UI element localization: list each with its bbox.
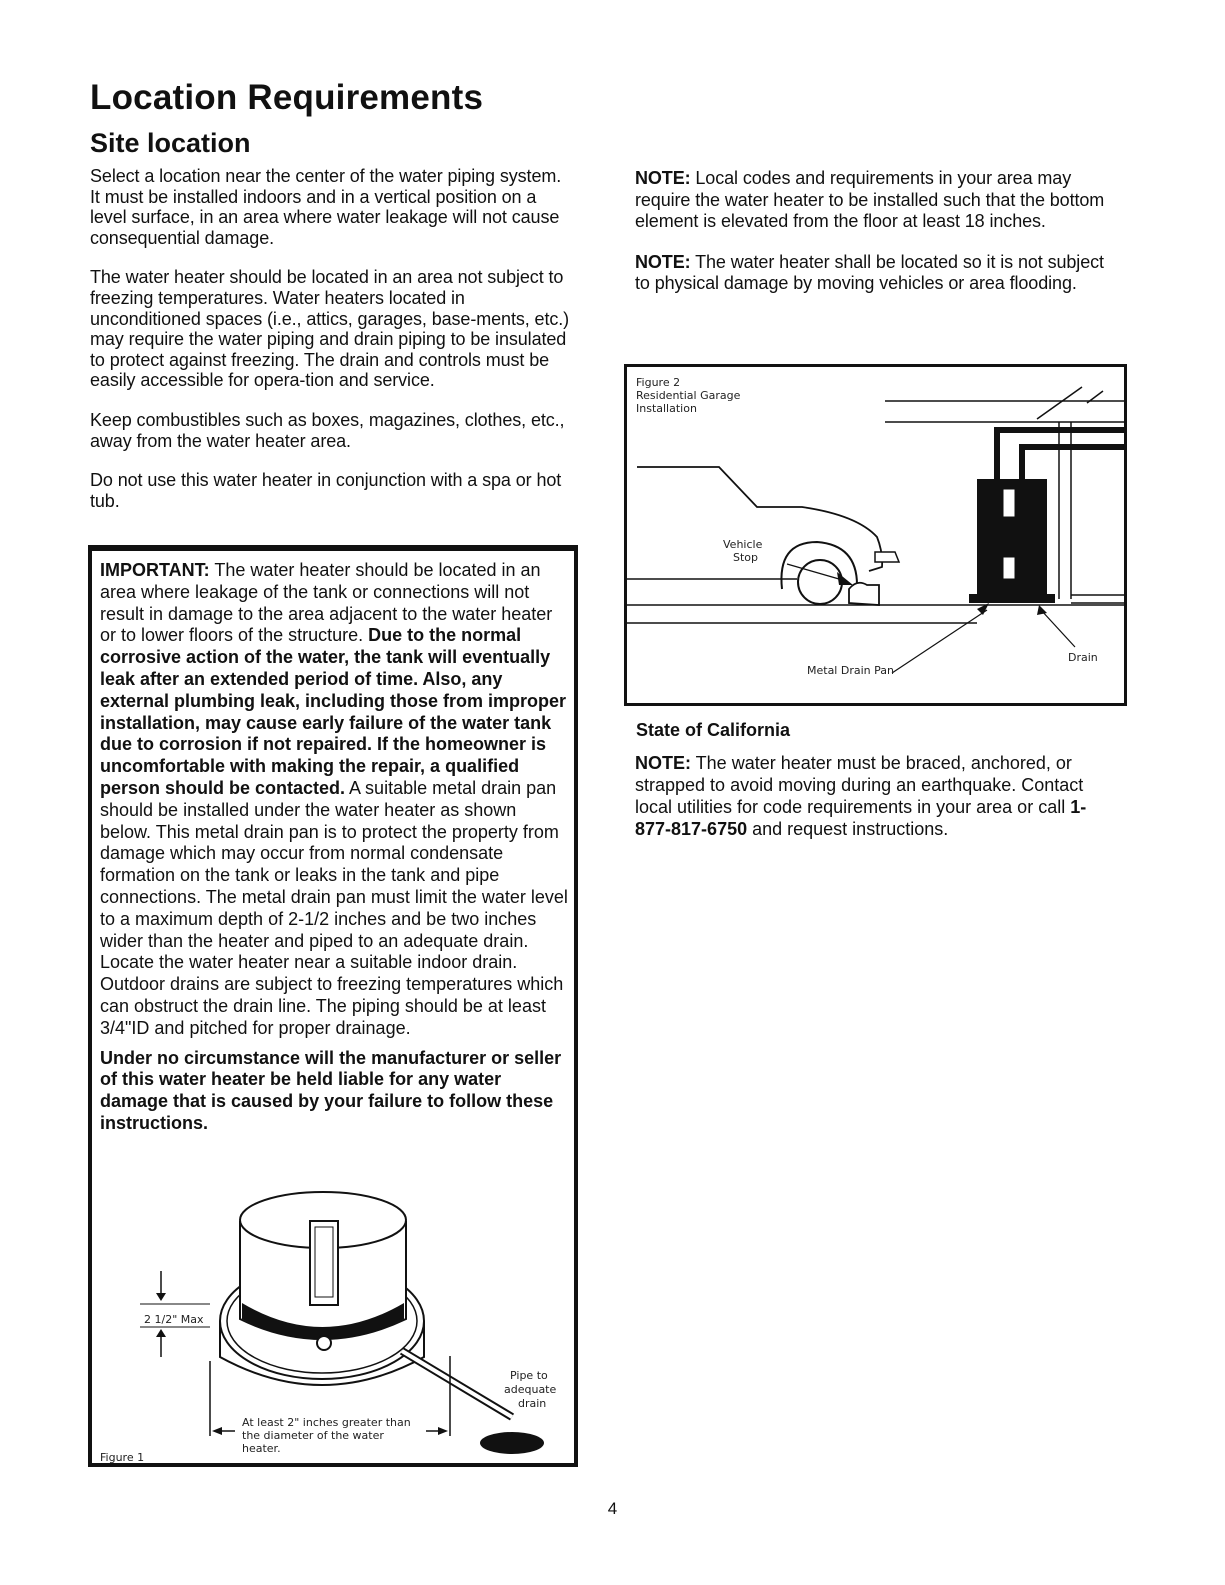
metal-drain-pan xyxy=(969,594,1055,603)
arrow-right-icon xyxy=(438,1427,448,1435)
width-label-line-2: the diameter of the water xyxy=(242,1429,384,1442)
depth-label: 2 1/2" Max xyxy=(144,1313,204,1326)
site-location-paragraph-4: Do not use this water heater in conjunction with a spa or hot tub. xyxy=(90,470,562,511)
figure-1-caption: Figure 1 xyxy=(100,1451,145,1464)
water-pipe-hot xyxy=(1022,447,1124,482)
note-elevation xyxy=(635,168,1115,233)
site-location-paragraph-2: The water heater should be located in an area not subject to freezing temperatures. Water heaters located in unconditioned spaces (i.e., attics, garages, base-ments, etc.) may require the water piping and drain piping to be insulated to protect against freezing. The drain and controls must be easily accessible for opera-tion and service. xyxy=(90,267,570,391)
figure-2-caption-line-3: Installation xyxy=(636,402,697,415)
water-pipe-cold xyxy=(997,430,1124,482)
left-column xyxy=(90,166,570,530)
vehicle-stop-label-line-2: Stop xyxy=(733,551,759,564)
drain-label: Drain xyxy=(1068,651,1098,664)
liability-warning: Under no circumstance will the manufacturer or seller of this water heater be held liable for any water damage that is caused by your failure to follow these instructions. xyxy=(100,1047,562,1133)
page-title: Location Requirements xyxy=(90,78,484,117)
metal-drain-pan-label: Metal Drain Pan xyxy=(807,664,894,677)
important-text xyxy=(100,560,570,1143)
section-title: Site location xyxy=(90,128,251,158)
california-heading: State of California xyxy=(636,720,791,740)
right-column xyxy=(635,168,1115,314)
vehicle-outline xyxy=(637,467,882,571)
note-1-label: NOTE: xyxy=(635,168,691,188)
pipe-label-line-1: Pipe to xyxy=(510,1369,548,1382)
vehicle-stop-label-line-1: Vehicle xyxy=(723,538,763,551)
drain-valve-icon xyxy=(317,1336,331,1350)
important-label: IMPORTANT: xyxy=(100,560,210,580)
figure-2-caption-line-1: Figure 2 xyxy=(636,376,681,389)
site-location-paragraph-3: Keep combustibles such as boxes, magazines, clothes, etc., away from the water heater area. xyxy=(90,409,565,451)
note-physical-damage xyxy=(635,252,1115,295)
pipe-label-line-2: adequate xyxy=(504,1383,557,1396)
width-label-line-1: At least 2" inches greater than xyxy=(242,1416,411,1429)
important-text-2: A suitable metal drain pan should be installed under the water heater as shown below. This metal drain pan is to protect the property from damage which may occur from normal condensate formation on the tank or leaks in the tank and pipe connections. The metal drain pan must limit the water level to a maximum depth of 2-1/2 inches and be two inches wider than the heater and piped to an adequate drain. Locate the water heater near a suitable indoor drain. Outdoor drains are subject to freezing temperatures which can obstruct the drain line. The piping should be at least 3/4"ID and pitched for proper drainage. xyxy=(100,777,568,1038)
arrow-down-icon xyxy=(156,1293,166,1301)
drain-arrow-icon xyxy=(1037,605,1047,615)
figure-2-caption-line-2: Residential Garage xyxy=(636,389,741,402)
figure-2-drawing xyxy=(627,367,1124,703)
california-note-end: and request instructions. xyxy=(747,819,949,839)
important-paragraph xyxy=(100,560,570,1040)
california-note-label: NOTE: xyxy=(635,753,691,773)
note-1-text: Local codes and requirements in your area may require the water heater to be installed such that the bottom element is elevated from the floor at least 18 inches. xyxy=(635,168,1105,232)
important-notice-box xyxy=(88,545,578,1467)
figure-2-garage-diagram xyxy=(624,364,1127,706)
pipe-label-line-3: drain xyxy=(518,1397,547,1410)
heater-control-icon xyxy=(1003,489,1015,517)
note-2-text: The water heater shall be located so it is not subject to physical damage by moving vehicles or area flooding. xyxy=(635,251,1104,294)
california-phone: 1-877-817-6750 xyxy=(635,797,1087,839)
site-location-paragraph-1: Select a location near the center of the water piping system. It must be installed indoors and in a vertical position on a level surface, in an area where water leakage will not cause consequential damage. xyxy=(90,166,562,248)
note-2-label: NOTE: xyxy=(635,251,691,272)
width-label-line-3: heater. xyxy=(242,1442,281,1455)
figure-1-drain-pan-diagram xyxy=(92,1181,574,1466)
california-note-text: The water heater must be braced, anchored, or strapped to avoid moving during an earthquake. Contact local utilities for code requirements in your area or call xyxy=(635,753,1084,817)
tank-control-panel xyxy=(310,1221,338,1305)
california-note xyxy=(635,752,1115,840)
important-bold-text: Due to the normal corrosive action of the water, the tank will eventually leak after an extended period of time. Also, any external plumbing leak, including those from improper installation, may cause early failure of the water tank due to corrosion if not repaired. If the homeowner is uncomfortable with making the repair, a qualified person should be contacted. xyxy=(100,625,567,798)
vehicle-wheel xyxy=(798,560,842,604)
adequate-drain-hole xyxy=(480,1432,544,1454)
arrow-left-icon xyxy=(212,1427,222,1435)
vehicle-stop-block xyxy=(849,583,879,605)
important-text-1: The water heater should be located in an area where leakage of the tank or connections will not result in damage to the area adjacent to the water heater or to lower floors of the structure. xyxy=(100,560,553,646)
page-number: 4 xyxy=(607,1499,618,1518)
